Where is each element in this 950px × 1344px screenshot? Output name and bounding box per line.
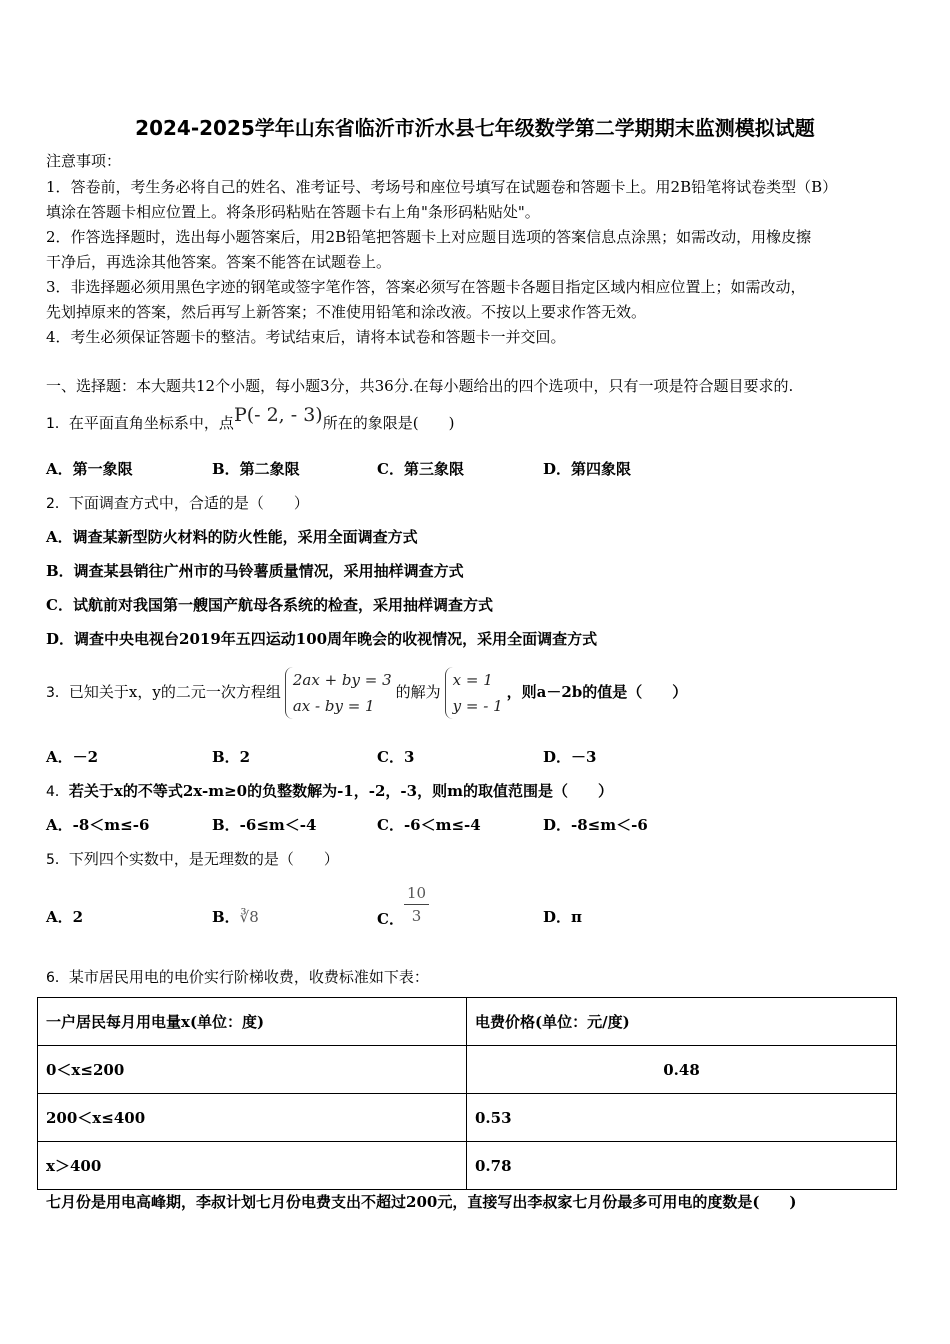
question-text: 下列四个实数中，是无理数的是（ ）	[68, 850, 339, 868]
question-number: 5．	[46, 852, 69, 868]
option-c[interactable]: C．-6＜m≤-4	[377, 816, 481, 834]
question-text: 下面调查方式中，合适的是（ ）	[68, 494, 309, 512]
question-6	[46, 967, 429, 988]
question-4	[46, 781, 613, 802]
table-header-cell: 一户居民每月用电量x(单位：度)	[38, 998, 467, 1046]
question-3	[46, 662, 687, 722]
question-text: ，则a－2b的值是（ ）	[506, 683, 688, 701]
table-cell-range: 0＜x≤200	[38, 1046, 467, 1094]
question-number: 6．	[46, 970, 69, 986]
notice-line: 1．答卷前，考生务必将自己的姓名、准考证号、考场号和座位号填写在试题卷和答题卡上。用2B铅笔将试卷类型（B）	[46, 178, 838, 196]
option-a[interactable]: A．第一象限	[46, 460, 133, 478]
equation: 2ax + by = 3	[292, 671, 392, 689]
question-number: 3．	[46, 685, 69, 701]
question-text: 的解为	[395, 683, 441, 701]
option-c[interactable]: C．试航前对我国第一艘国产航母各系统的检查，采用抽样调查方式	[46, 596, 493, 614]
notice-line: 2．作答选择题时，选出每小题答案后，用2B铅笔把答题卡上对应题目选项的答案信息点涂黑；如需改动，用橡皮擦	[46, 228, 812, 246]
option-b[interactable]: B．-6≤m＜-4	[212, 816, 317, 834]
fraction	[404, 882, 429, 927]
question-number: 4．	[46, 784, 69, 800]
notice-line: 3．非选择题必须用黑色字迹的钢笔或签字笔作答，答案必须写在答题卡各题目指定区域内相应位置上；如需改动，	[46, 278, 806, 296]
table-cell-price: 0.53	[467, 1094, 897, 1142]
option-c[interactable]: C．3	[377, 748, 415, 766]
equation-system	[285, 667, 392, 719]
question-text: 某市居民用电的电价实行阶梯收费，收费标准如下表：	[68, 968, 429, 986]
question-text: 所在的象限是( )	[322, 414, 455, 432]
point-expression: P(- 2, - 3)	[233, 404, 323, 426]
table-header-cell: 电费价格(单位：元/度)	[467, 998, 897, 1046]
option-a[interactable]: A．－2	[46, 748, 99, 766]
option-a[interactable]: A．-8＜m≤-6	[46, 816, 150, 834]
section-heading: 一、选择题：本大题共12个小题，每小题3分，共36分.在每小题给出的四个选项中，只有一项是符合题目要求的.	[46, 377, 794, 395]
fraction-denominator: 3	[411, 907, 422, 925]
notice-line: 4．考生必须保证答题卡的整洁。考试结束后，请将本试卷和答题卡一并交回。	[46, 328, 566, 346]
question-text: 若关于x的不等式2x-m≥0的负整数解为-1，-2，-3，则m的取值范围是（ ）	[68, 782, 613, 800]
cube-root-expression: ∛8	[239, 908, 259, 926]
table-cell-range: x＞400	[38, 1142, 467, 1190]
fee-table	[37, 997, 897, 1190]
table-row	[38, 1142, 897, 1190]
option-d[interactable]: D．调查中央电视台2019年五四运动100周年晚会的收视情况，采用全面调查方式	[46, 630, 598, 648]
option-b[interactable]: B．调查某县销往广州市的马铃薯质量情况，采用抽样调查方式	[46, 562, 464, 580]
notice-line: 填涂在答题卡相应位置上。将条形码粘贴在答题卡右上角"条形码粘贴处"。	[46, 203, 540, 221]
option-b[interactable]: B．2	[212, 748, 251, 766]
table-header-row	[38, 998, 897, 1046]
notice-line: 干净后，再选涂其他答案。答案不能答在试题卷上。	[46, 253, 392, 271]
option-b[interactable]: B．第二象限	[212, 460, 300, 478]
question-number: 1．	[46, 416, 69, 432]
question-text: 已知关于x，y的二元一次方程组	[68, 683, 281, 701]
question-6-followup: 七月份是用电高峰期，李叔计划七月份电费支出不超过200元，直接写出李叔家七月份最多可用电的度数是( )	[46, 1193, 797, 1211]
option-d[interactable]: D．-8≤m＜-6	[543, 816, 648, 834]
option-d[interactable]: D．π	[543, 908, 582, 926]
question-1	[46, 404, 455, 434]
table-cell-range: 200＜x≤400	[38, 1094, 467, 1142]
equation: ax - by = 1	[292, 697, 375, 715]
question-2	[46, 493, 309, 514]
question-number: 2．	[46, 496, 69, 512]
solution-system	[445, 667, 503, 719]
fraction-numerator: 10	[404, 882, 429, 905]
question-text: 在平面直角坐标系中，点	[68, 414, 234, 432]
table-cell-price: 0.78	[467, 1142, 897, 1190]
notice-heading: 注意事项：	[46, 152, 122, 170]
option-label: B．	[212, 908, 240, 926]
table-cell-price: 0.48	[467, 1046, 897, 1094]
equation: x = 1	[452, 671, 493, 689]
table-row	[38, 1094, 897, 1142]
option-a[interactable]: A．调查某新型防火材料的防火性能，采用全面调查方式	[46, 528, 418, 546]
option-b[interactable]	[212, 907, 259, 927]
option-c[interactable]	[377, 880, 429, 929]
equation: y = - 1	[452, 697, 503, 715]
notice-line: 先划掉原来的答案，然后再写上新答案；不准使用铅笔和涂改液。不按以上要求作答无效。	[46, 303, 647, 321]
question-5	[46, 849, 339, 870]
option-d[interactable]: D．－3	[543, 748, 597, 766]
option-d[interactable]: D．第四象限	[543, 460, 632, 478]
option-label: C．	[377, 910, 404, 928]
table-row	[38, 1046, 897, 1094]
option-a[interactable]: A．2	[46, 908, 84, 926]
option-c[interactable]: C．第三象限	[377, 460, 464, 478]
page-title: 2024-2025学年山东省临沂市沂水县七年级数学第二学期期末监测模拟试题	[135, 116, 815, 140]
